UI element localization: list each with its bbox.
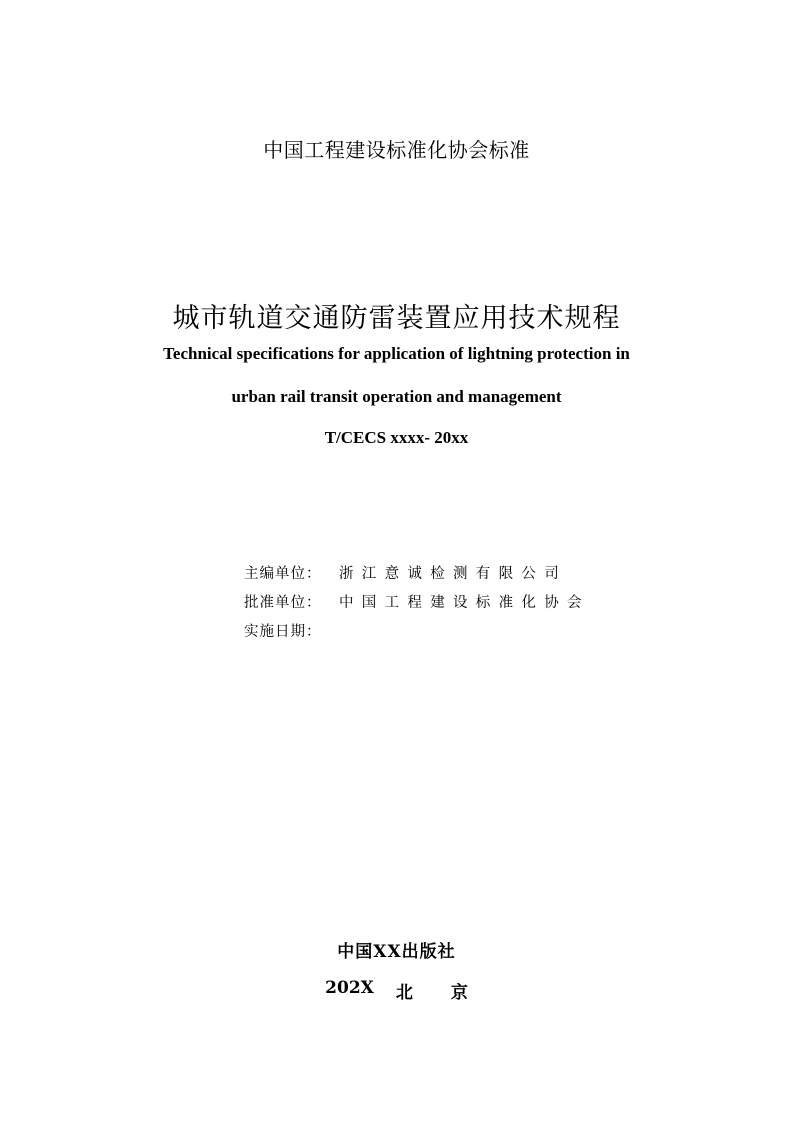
approver-row: [244, 587, 590, 616]
publication-city-char-1: 北: [395, 983, 413, 1003]
approver-value: 中国工程建设标准化协会: [339, 595, 590, 611]
approver-label: 批准单位：: [244, 595, 322, 611]
standard-code: T/CECS xxxx- 20xx: [324, 428, 469, 447]
chinese-title: 城市轨道交通防雷装置应用技术规程: [172, 303, 621, 334]
publisher-name: 中国XX出版社: [337, 942, 456, 962]
publication-year: 202X: [325, 978, 374, 998]
standard-org-header: 中国工程建设标准化协会标准: [263, 138, 530, 162]
editor-label: 主编单位：: [244, 566, 322, 582]
implementation-date-label: 实施日期：: [244, 624, 322, 640]
english-title-line-2: urban rail transit operation and management: [231, 387, 562, 406]
implementation-date-row: [244, 616, 590, 645]
editor-row: [244, 558, 590, 587]
english-title-line-1: Technical specifications for application of lightning protection in: [163, 344, 630, 363]
publication-city-char-2: 京: [450, 983, 468, 1003]
editor-value: 浙江意诚检测有限公司: [339, 566, 567, 582]
publication-year-place: [0, 978, 793, 1003]
issuance-info-block: [244, 558, 590, 645]
